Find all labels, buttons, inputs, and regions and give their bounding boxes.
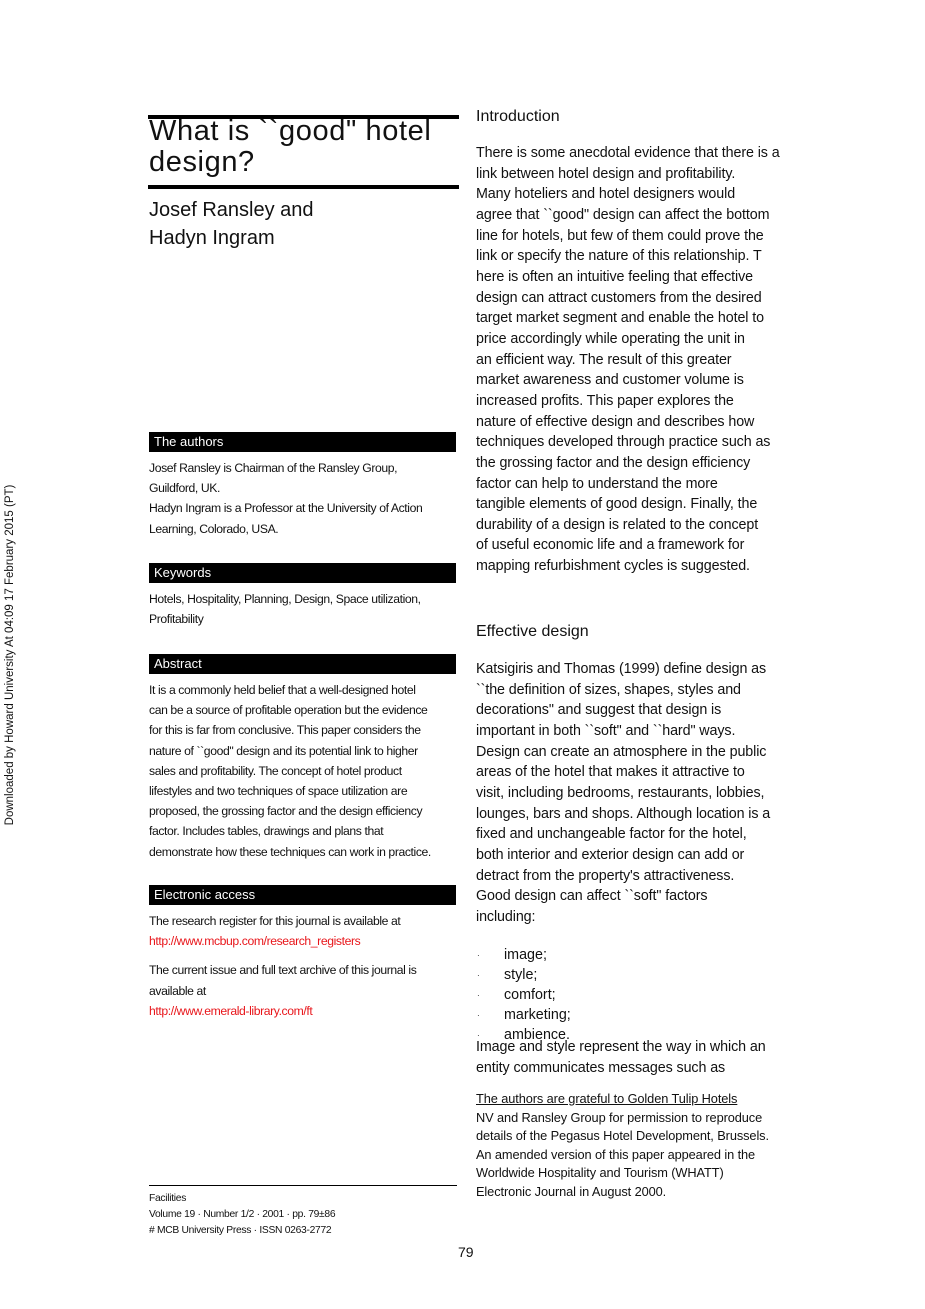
- list-item: comfort;: [504, 987, 556, 1003]
- article-authors: [149, 196, 314, 252]
- text-line: including:: [476, 908, 536, 925]
- text-line: target market segment and enable the hotel to: [476, 310, 764, 327]
- abstract-heading: Abstract: [149, 654, 456, 674]
- footnote-text: [476, 1109, 769, 1202]
- text-line: Image and style represent the way in which an: [476, 1039, 766, 1055]
- text-line: agree that ``good" design can affect the bottom: [476, 206, 770, 223]
- bullet-icon: ·: [477, 971, 480, 980]
- text-line: design can attract customers from the desired: [476, 289, 762, 306]
- effective-design-heading: Effective design: [476, 623, 589, 640]
- research-register-link[interactable]: http://www.mcbup.com/research_registers: [149, 934, 361, 949]
- text-line: Profitability: [149, 612, 204, 627]
- text-line: Josef Ransley is Chairman of the Ransley Group,: [149, 461, 398, 475]
- text-line: durability of a design is related to the concept: [476, 516, 759, 533]
- text-line: fixed and unchangeable factor for the hotel,: [476, 826, 747, 843]
- text-line: Many hoteliers and hotel designers would: [476, 186, 736, 203]
- text-line: line for hotels, but few of them could prove the: [476, 227, 764, 244]
- text-line: nature of effective design and describes how: [476, 413, 755, 430]
- text-line: What is ``good" hotel: [149, 115, 432, 147]
- archive-text: [149, 960, 416, 1000]
- electronic-access-heading: Electronic access: [149, 885, 456, 905]
- list-item: image;: [504, 947, 547, 963]
- text-line: the grossing factor and the design efficiency: [476, 454, 751, 471]
- text-line: NV and Ransley Group for permission to reproduce: [476, 1109, 763, 1125]
- authors-heading: The authors: [149, 432, 456, 452]
- text-line: market awareness and customer volume is: [476, 372, 744, 389]
- text-line: It is a commonly held belief that a well-designed hotel: [149, 683, 416, 697]
- text-line: an efficient way. The result of this greater: [476, 351, 732, 368]
- text-line: visit, including bedrooms, restaurants, lobbies,: [476, 784, 765, 801]
- electronic-access-text: [149, 911, 416, 1021]
- text-line: Electronic Journal in August 2000.: [476, 1183, 667, 1199]
- list-item: marketing;: [504, 1007, 571, 1023]
- text-line: proposed, the grossing factor and the design efficiency: [149, 804, 423, 819]
- effective-design-continued: [476, 1037, 766, 1078]
- text-line: of useful economic life and a framework for: [476, 537, 745, 554]
- footnote-first-line: The authors are grateful to Golden Tulip Hotels: [476, 1091, 738, 1106]
- text-line: Guildford, UK.: [149, 481, 220, 496]
- journal-name: Facilities: [149, 1193, 187, 1204]
- text-line: mapping refurbishment cycles is suggested.: [476, 558, 750, 575]
- abstract-text: [149, 680, 431, 862]
- text-line: demonstrate how these techniques can work in practice.: [149, 844, 431, 859]
- text-line: Good design can affect ``soft" factors: [476, 888, 708, 905]
- text-line: here is often an intuitive feeling that effective: [476, 268, 753, 285]
- text-line: Katsigiris and Thomas (1999) define design as: [476, 661, 767, 677]
- footer-rule: [149, 1185, 457, 1186]
- title-bottom-rule: [148, 185, 459, 189]
- text-line: price accordingly while operating the unit in: [476, 330, 745, 347]
- journal-publisher: # MCB University Press · ISSN 0263-2772: [149, 1225, 332, 1236]
- text-line: lifestyles and two techniques of space utilization are: [149, 784, 408, 799]
- text-line: detract from the property's attractiveness.: [476, 867, 735, 884]
- text-line: details of the Pegasus Hotel Development, Brussels.: [476, 1128, 769, 1144]
- keywords-heading: Keywords: [149, 563, 456, 583]
- text-line: available at: [149, 983, 206, 998]
- text-line: Learning, Colorado, USA.: [149, 521, 279, 536]
- text-line: entity communicates messages such as: [476, 1059, 726, 1076]
- text-line: factor. Includes tables, drawings and plans that: [149, 824, 384, 839]
- introduction-heading: Introduction: [476, 108, 560, 125]
- text-line: important in both ``soft" and ``hard" ways.: [476, 722, 736, 739]
- acknowledgement-footnote: [476, 1090, 769, 1202]
- journal-volume: Volume 19 · Number 1/2 · 2001 · pp. 79±86: [149, 1209, 336, 1220]
- text-line: link or specify the nature of this relationship. T: [476, 248, 762, 265]
- text-line: can be a source of profitable operation but the evidence: [149, 703, 428, 718]
- bullet-icon: ·: [477, 1011, 480, 1020]
- effective-design-text: [476, 659, 770, 928]
- text-line: Hotels, Hospitality, Planning, Design, Space utilization,: [149, 592, 421, 606]
- page-number: 79: [458, 1244, 474, 1260]
- text-line: decorations" and suggest that design is: [476, 702, 722, 719]
- text-line: areas of the hotel that makes it attractive to: [476, 764, 745, 781]
- text-line: ``the definition of sizes, shapes, styles and: [476, 681, 741, 698]
- list-item: ambience.: [504, 1027, 570, 1043]
- text-line: factor can help to understand the more: [476, 475, 718, 492]
- list-item: style;: [504, 967, 538, 983]
- text-line: There is some anecdotal evidence that there is a: [476, 145, 780, 161]
- text-line: Worldwide Hospitality and Tourism (WHATT): [476, 1165, 724, 1181]
- text-line: both interior and exterior design can add or: [476, 846, 745, 863]
- text-line: The current issue and full text archive of this journal is: [149, 963, 417, 978]
- text-line: Design can create an atmosphere in the public: [476, 743, 767, 760]
- text-line: for this is far from conclusive. This paper considers the: [149, 723, 421, 738]
- archive-link[interactable]: http://www.emerald-library.com/ft: [149, 1003, 313, 1018]
- research-register-text: The research register for this journal is available at: [149, 914, 401, 928]
- introduction-text: [476, 143, 780, 577]
- bullet-icon: ·: [477, 951, 480, 960]
- text-line: sales and profitability. The concept of hotel product: [149, 763, 402, 778]
- text-line: increased profits. This paper explores the: [476, 392, 734, 409]
- text-line: An amended version of this paper appeared in the: [476, 1146, 756, 1162]
- text-line: link between hotel design and profitability.: [476, 165, 736, 182]
- text-line: Hadyn Ingram is a Professor at the University of Action: [149, 501, 423, 516]
- text-line: Hadyn Ingram: [149, 227, 275, 249]
- text-line: tangible elements of good design. Finally, the: [476, 496, 758, 513]
- bullet-icon: ·: [477, 991, 480, 1000]
- download-watermark: Downloaded by Howard University At 04:09 17 February 2015 (PT): [4, 484, 16, 826]
- authors-text: [149, 458, 422, 539]
- text-line: lounges, bars and shops. Although location is a: [476, 805, 771, 822]
- text-line: nature of ``good" design and its potential link to higher: [149, 743, 418, 758]
- bullet-icon: ·: [477, 1031, 480, 1040]
- text-line: Josef Ransley and: [149, 199, 314, 221]
- text-line: design?: [149, 146, 255, 178]
- journal-footer: [149, 1191, 335, 1239]
- article-title: [149, 116, 431, 178]
- keywords-text: [149, 589, 421, 629]
- text-line: techniques developed through practice such as: [476, 434, 771, 451]
